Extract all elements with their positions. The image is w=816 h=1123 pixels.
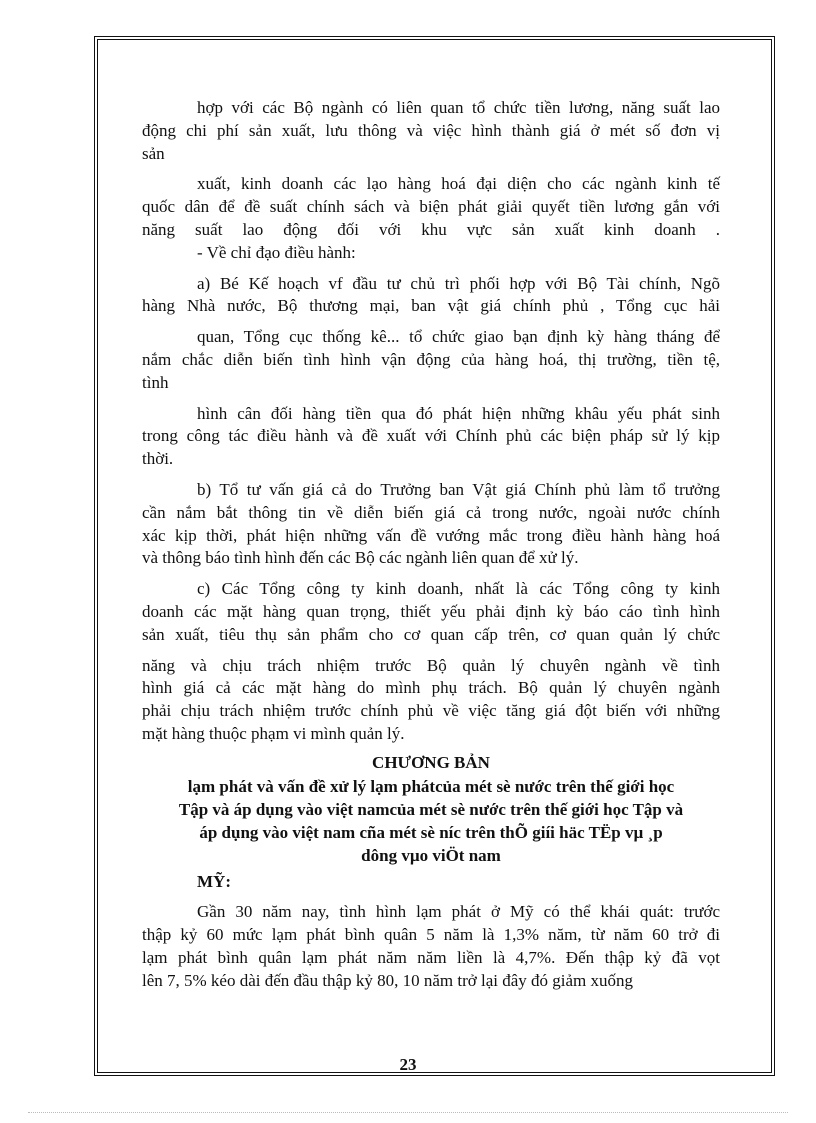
paragraph-line: tình [142, 372, 169, 392]
paragraph-line: thời. [142, 449, 174, 469]
page-divider [28, 1112, 788, 1113]
paragraph-line: trong công tác điều hành và đề xuất với Chính phủ các biện pháp sử lý kịp [142, 426, 720, 446]
paragraph-line: b) Tổ tư vấn giá cả do Trưởng ban Vật giá Chính phủ làm tổ trưởng [197, 479, 720, 499]
paragraph-line: và thông báo tình hình đến các Bộ các ngành liên quan để xử lý. [142, 548, 579, 568]
paragraph-line: c) Các Tổng công ty kinh doanh, nhất là các Tổng công ty kinh [197, 579, 720, 599]
paragraph-line: sản xuất, tiêu thụ sản phẩm cho cơ quan cấp trên, cơ quan quản lý chức [142, 624, 720, 644]
chapter-subtitle-line: áp dụng vào việt nam cña mét sè níc trên thÕ giíi häc TËp vµ ¸p [199, 822, 663, 842]
paragraph-line: cần nắm bắt thông tin về diễn biến giá cả trong nước, ngoài nước chính [142, 502, 720, 522]
paragraph-line: sản [142, 143, 165, 163]
paragraph-line: lên 7, 5% kéo dài đến đầu thập kỷ 80, 10 năm trở lại đây đó giảm xuống [142, 970, 634, 990]
chapter-title: CHƯƠNG BẢN [372, 752, 490, 772]
page-number: 23 [399, 1055, 417, 1074]
paragraph-line: quốc dân để đề suất chính sách và biện phát giải quyết tiền lương gắn với [142, 197, 720, 217]
paragraph-line: hình cân đối hàng tiền qua đó phát hiện những khâu yếu phát sinh [197, 403, 720, 423]
document-body [142, 97, 720, 993]
paragraph-line: lạm phát bình quân lạm phát năm năm liền là 4,7%. Đến thập kỷ đã vọt [142, 947, 720, 967]
paragraph-line: quan, Tổng cục thống kê... tổ chức giao bạn định kỳ hàng tháng để [197, 327, 720, 347]
paragraph-line: Gần 30 năm nay, tình hình lạm phát ở Mỹ có thể khái quát: trước [197, 902, 720, 922]
paragraph-line: năng suất lao động đối với khu vực sản xuất kinh doanh . [142, 219, 720, 239]
section-title: MỸ: [197, 871, 231, 891]
paragraph-line: xuất, kinh doanh các lạo hàng hoá đại diện cho các ngành kinh tế [197, 174, 720, 194]
chapter-subtitle-line: Tập và áp dụng vào việt namcủa mét sè nước trên thế giới học Tập và [178, 799, 684, 819]
paragraph-line: hình giá cả các mặt hàng do mình phụ trách. Bộ quản lý chuyên ngành [142, 678, 720, 698]
paragraph-line: xác kịp thời, phát hiện những vấn đề vướng mắc trong điều hành hàng hoá [142, 525, 720, 545]
paragraph-line: hàng Nhà nước, Bộ thương mại, ban vật giá chính phủ , Tổng cục hải [142, 296, 720, 316]
paragraph-line: phải chịu trách nhiệm trước chính phủ về việc tăng giá đột biến với những [142, 701, 720, 721]
paragraph-line: doanh các mặt hàng quan trọng, thiết yếu phải định kỳ báo cáo tình hình [142, 601, 720, 621]
paragraph-line: mặt hàng thuộc phạm vi mình quản lý. [142, 723, 405, 743]
paragraph-line: năng và chịu trách nhiệm trước Bộ quản lý chuyên ngành về tình [142, 655, 720, 675]
paragraph-line: hợp với các Bộ ngành có liên quan tổ chức tiền lương, năng suất lao [197, 98, 720, 117]
chapter-subtitle-line: dông vµo viÖt nam [361, 845, 501, 865]
paragraph-line: thập kỷ 60 mức lạm phát bình quân 5 năm là 1,3% năm, từ năm 60 trở đi [142, 925, 720, 945]
paragraph-line: động chi phí sản xuất, lưu thông và việc hình thành giá ở mét số đơn vị [142, 120, 720, 140]
paragraph-line: a) Bé Kế hoạch vf đầu tư chủ trì phối hợp với Bộ Tài chính, Ngõ [197, 273, 720, 293]
chapter-subtitle-line: lạm phát và vấn đề xử lý lạm phátcủa mét sè nước trên thế giới học [187, 776, 675, 796]
paragraph-line: - Về chỉ đạo điều hành: [197, 242, 356, 262]
paragraph-line: nắm chắc diễn biến tình hình vận động của hàng hoá, thị trường, tiền tệ, [142, 349, 720, 369]
